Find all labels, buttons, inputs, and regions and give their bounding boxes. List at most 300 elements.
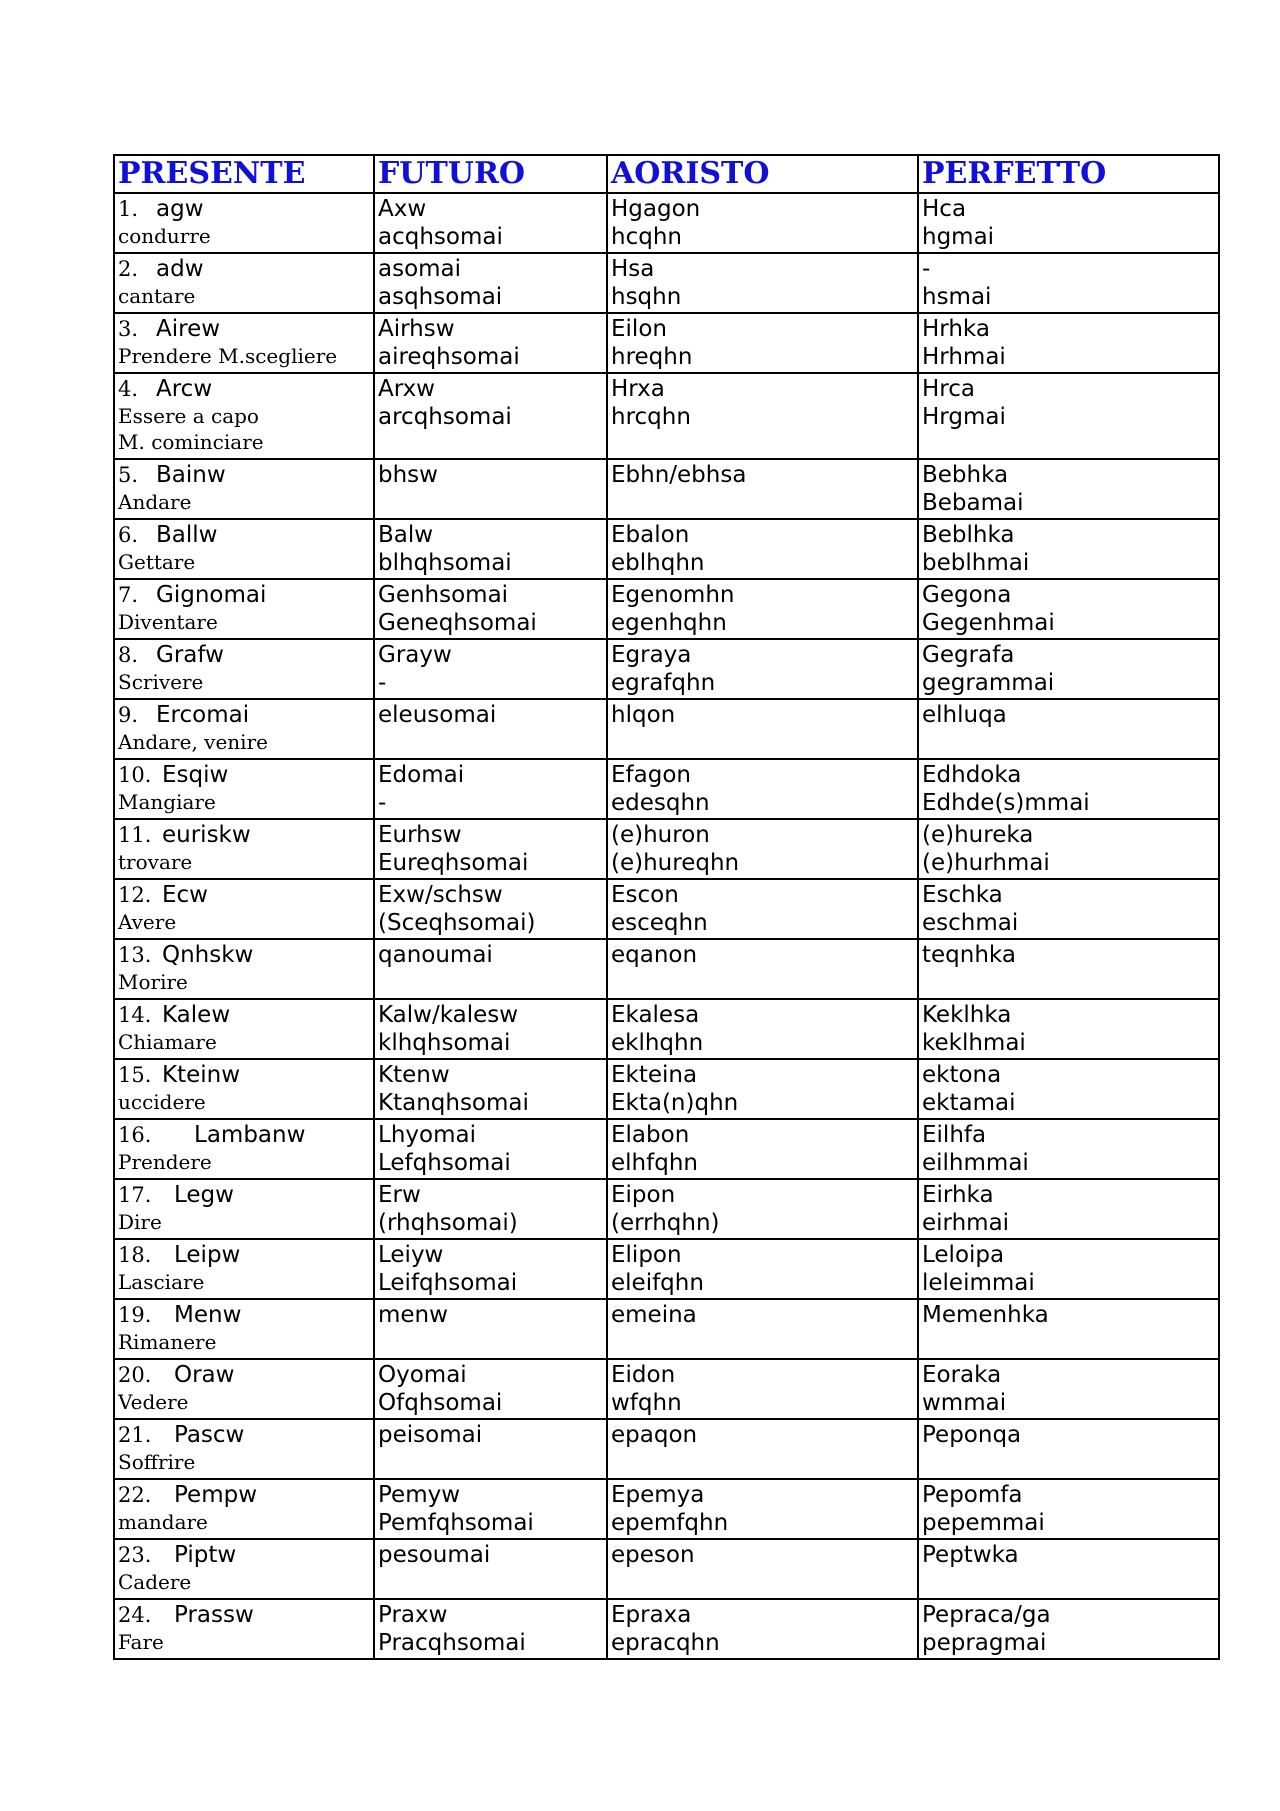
verb-presente: Kalew [162, 1002, 231, 1028]
aoristo-form: Eilon [611, 316, 667, 342]
futuro-form: Kalw/kalesw [378, 1002, 519, 1028]
futuro-cell [374, 1119, 607, 1179]
perfetto-form: Hrhmai [922, 344, 1006, 370]
futuro-form: Oyomai [378, 1362, 467, 1388]
verb-meaning: Prendere M.scegliere [118, 344, 338, 368]
aoristo-form: Ekta(n)qhn [611, 1090, 739, 1116]
perfetto-form: pepragmai [922, 1630, 1047, 1656]
verb-meaning: Fare [118, 1630, 164, 1654]
aoristo-form: hcqhn [611, 224, 682, 250]
verb-meaning: condurre [118, 224, 211, 248]
aoristo-form: Ebalon [611, 522, 690, 548]
futuro-cell [374, 1059, 607, 1119]
aoristo-cell [607, 1119, 918, 1179]
perfetto-form: Hrhka [922, 316, 990, 342]
aoristo-cell [607, 639, 918, 699]
aoristo-form [611, 729, 914, 757]
perfetto-cell [918, 1539, 1219, 1599]
futuro-form: - [378, 670, 387, 696]
table-row [114, 999, 1219, 1059]
aoristo-cell [607, 819, 918, 879]
aoristo-cell [607, 1179, 918, 1239]
verb-meaning: Soffrire [118, 1450, 196, 1474]
presente-cell [114, 1359, 374, 1419]
presente-cell [114, 1299, 374, 1359]
perfetto-form: Memenhka [922, 1302, 1049, 1328]
perfetto-form: (e)hureka [922, 822, 1034, 848]
perfetto-form: Pepomfa [922, 1482, 1023, 1508]
futuro-form: Balw [378, 522, 434, 548]
futuro-form: Pracqhsomai [378, 1630, 526, 1656]
aoristo-form: Hgagon [611, 196, 701, 222]
verb-number: 3. [118, 317, 139, 341]
futuro-cell [374, 999, 607, 1059]
futuro-form: Leiyw [378, 1242, 444, 1268]
verb-meaning: Diventare [118, 610, 218, 634]
aoristo-form: Hsa [611, 256, 655, 282]
verb-meaning: Scrivere [118, 670, 204, 694]
table-row [114, 759, 1219, 819]
aoristo-form [611, 969, 914, 997]
verb-meaning: Chiamare [118, 1030, 217, 1054]
header-presente: PRESENTE [114, 155, 374, 193]
table-row [114, 373, 1219, 459]
perfetto-form: Keklhka [922, 1002, 1012, 1028]
futuro-form: Genhsomai [378, 582, 509, 608]
presente-cell [114, 373, 374, 459]
presente-cell [114, 579, 374, 639]
futuro-form: asqhsomai [378, 284, 503, 310]
perfetto-cell [918, 1119, 1219, 1179]
table-row [114, 579, 1219, 639]
table-row [114, 459, 1219, 519]
presente-cell [114, 999, 374, 1059]
futuro-cell [374, 313, 607, 373]
perfetto-cell [918, 1419, 1219, 1479]
futuro-form [378, 969, 603, 997]
aoristo-cell [607, 1239, 918, 1299]
aoristo-cell [607, 519, 918, 579]
verb-conjugation-table [113, 154, 1220, 1660]
futuro-cell [374, 819, 607, 879]
aoristo-form: hreqhn [611, 344, 693, 370]
aoristo-form: eqanon [611, 942, 698, 968]
aoristo-form: Elipon [611, 1242, 682, 1268]
verb-number: 9. [118, 703, 139, 727]
verb-presente: Bainw [156, 462, 226, 488]
verb-presente: Arcw [156, 376, 213, 402]
verb-number: 21. [118, 1423, 152, 1447]
futuro-cell [374, 579, 607, 639]
futuro-cell [374, 459, 607, 519]
perfetto-form: elhluqa [922, 702, 1007, 728]
futuro-form: Lefqhsomai [378, 1150, 511, 1176]
futuro-form: Exw/schsw [378, 882, 503, 908]
futuro-form: Pemfqhsomai [378, 1510, 534, 1536]
perfetto-cell [918, 459, 1219, 519]
presente-cell [114, 1539, 374, 1599]
verb-number: 20. [118, 1363, 152, 1387]
presente-cell [114, 1479, 374, 1539]
presente-cell [114, 639, 374, 699]
aoristo-cell [607, 313, 918, 373]
aoristo-form: wfqhn [611, 1390, 682, 1416]
verb-number: 10. [118, 763, 152, 787]
presente-cell [114, 759, 374, 819]
perfetto-form: - [922, 256, 931, 282]
verb-number: 2. [118, 257, 139, 281]
futuro-form: klhqhsomai [378, 1030, 511, 1056]
aoristo-form: Ekteina [611, 1062, 698, 1088]
perfetto-form: Beblhka [922, 522, 1015, 548]
table-row [114, 313, 1219, 373]
perfetto-form: Edhdoka [922, 762, 1022, 788]
futuro-form: peisomai [378, 1422, 483, 1448]
perfetto-cell [918, 819, 1219, 879]
perfetto-cell [918, 1299, 1219, 1359]
futuro-form: aireqhsomai [378, 344, 520, 370]
perfetto-cell [918, 879, 1219, 939]
aoristo-cell [607, 699, 918, 759]
futuro-form: (rhqhsomai) [378, 1210, 518, 1236]
perfetto-form: leleimmai [922, 1270, 1035, 1296]
verb-meaning: trovare [118, 850, 193, 874]
perfetto-form: Gegenhmai [922, 610, 1055, 636]
aoristo-form: Eipon [611, 1182, 676, 1208]
aoristo-form: Eidon [611, 1362, 676, 1388]
presente-cell [114, 1059, 374, 1119]
presente-cell [114, 1119, 374, 1179]
verb-number: 5. [118, 463, 139, 487]
table-row [114, 639, 1219, 699]
perfetto-form: gegrammai [922, 670, 1055, 696]
futuro-cell [374, 1299, 607, 1359]
futuro-form: arcqhsomai [378, 404, 512, 430]
aoristo-form: Elabon [611, 1122, 690, 1148]
futuro-form: bhsw [378, 462, 438, 488]
verb-number: 17. [118, 1183, 152, 1207]
futuro-form: acqhsomai [378, 224, 503, 250]
perfetto-form: Eoraka [922, 1362, 1002, 1388]
futuro-form [378, 729, 603, 757]
futuro-cell [374, 1419, 607, 1479]
verb-presente: Oraw [174, 1362, 235, 1388]
table-row [114, 1359, 1219, 1419]
aoristo-form: Epraxa [611, 1602, 692, 1628]
perfetto-form: Eilhfa [922, 1122, 987, 1148]
verb-presente: Pempw [174, 1482, 258, 1508]
perfetto-cell [918, 639, 1219, 699]
perfetto-cell [918, 1239, 1219, 1299]
verb-meaning: cantare [118, 284, 196, 308]
table-row [114, 939, 1219, 999]
futuro-cell [374, 373, 607, 459]
table-row [114, 1299, 1219, 1359]
aoristo-form: eleifqhn [611, 1270, 704, 1296]
aoristo-cell [607, 879, 918, 939]
verb-presente: euriskw [162, 822, 251, 848]
aoristo-form: epaqon [611, 1422, 698, 1448]
aoristo-cell [607, 1479, 918, 1539]
perfetto-form: eschmai [922, 910, 1019, 936]
futuro-form: Edomai [378, 762, 465, 788]
futuro-cell [374, 879, 607, 939]
aoristo-form: eklhqhn [611, 1030, 704, 1056]
futuro-form: Axw [378, 196, 427, 222]
futuro-form: blhqhsomai [378, 550, 512, 576]
perfetto-cell [918, 1599, 1219, 1659]
perfetto-form: hgmai [922, 224, 995, 250]
aoristo-form: hsqhn [611, 284, 682, 310]
futuro-cell [374, 193, 607, 253]
perfetto-cell [918, 699, 1219, 759]
perfetto-form: Peponqa [922, 1422, 1022, 1448]
aoristo-form: Egraya [611, 642, 692, 668]
aoristo-cell [607, 193, 918, 253]
verb-presente: Legw [174, 1182, 234, 1208]
futuro-cell [374, 759, 607, 819]
aoristo-form: (e)huron [611, 822, 710, 848]
perfetto-form: teqnhka [922, 942, 1016, 968]
verb-presente: Lambanw [194, 1122, 306, 1148]
perfetto-form: Eschka [922, 882, 1003, 908]
aoristo-cell [607, 1059, 918, 1119]
presente-cell [114, 879, 374, 939]
verb-number: 4. [118, 377, 139, 401]
futuro-form: asomai [378, 256, 462, 282]
presente-cell [114, 519, 374, 579]
perfetto-form [922, 1449, 1215, 1477]
perfetto-form: ektamai [922, 1090, 1016, 1116]
perfetto-cell [918, 1179, 1219, 1239]
aoristo-form: egrafqhn [611, 670, 716, 696]
table-row [114, 1479, 1219, 1539]
futuro-form: Praxw [378, 1602, 448, 1628]
futuro-cell [374, 253, 607, 313]
table-row [114, 1239, 1219, 1299]
table-row [114, 879, 1219, 939]
verb-meaning: uccidere [118, 1090, 206, 1114]
verb-number: 12. [118, 883, 152, 907]
futuro-form: Geneqhsomai [378, 610, 537, 636]
verb-meaning: Avere [118, 910, 177, 934]
futuro-form: Ofqhsomai [378, 1390, 503, 1416]
futuro-form: Leifqhsomai [378, 1270, 518, 1296]
futuro-cell [374, 1359, 607, 1419]
aoristo-form: Epemya [611, 1482, 705, 1508]
perfetto-form: hsmai [922, 284, 992, 310]
futuro-form: eleusomai [378, 702, 497, 728]
futuro-cell [374, 519, 607, 579]
presente-cell [114, 699, 374, 759]
futuro-form: Ktenw [378, 1062, 450, 1088]
aoristo-cell [607, 459, 918, 519]
table-row [114, 519, 1219, 579]
perfetto-form: Leloipa [922, 1242, 1005, 1268]
header-aoristo: AORISTO [607, 155, 918, 193]
table-row [114, 819, 1219, 879]
verb-meaning: Morire [118, 970, 188, 994]
verb-presente: Esqiw [162, 762, 229, 788]
verb-meaning: Cadere [118, 1570, 192, 1594]
aoristo-form: (e)hureqhn [611, 850, 740, 876]
table-row [114, 1599, 1219, 1659]
verb-presente: Qnhskw [162, 942, 254, 968]
verb-meaning: mandare [118, 1510, 208, 1534]
presente-cell [114, 939, 374, 999]
verb-number: 13. [118, 943, 152, 967]
perfetto-cell [918, 313, 1219, 373]
perfetto-form: eirhmai [922, 1210, 1010, 1236]
table-row [114, 1539, 1219, 1599]
aoristo-form: Egenomhn [611, 582, 735, 608]
perfetto-cell [918, 253, 1219, 313]
aoristo-form: elhfqhn [611, 1150, 698, 1176]
futuro-cell [374, 939, 607, 999]
aoristo-cell [607, 1539, 918, 1599]
perfetto-form: Hrca [922, 376, 975, 402]
futuro-form: Ktanqhsomai [378, 1090, 529, 1116]
futuro-form: Arxw [378, 376, 435, 402]
table-row [114, 1059, 1219, 1119]
table-body [114, 193, 1219, 1659]
futuro-form: Erw [378, 1182, 421, 1208]
presente-cell [114, 819, 374, 879]
verb-number: 16. [118, 1123, 152, 1147]
perfetto-form: Gegona [922, 582, 1012, 608]
futuro-cell [374, 639, 607, 699]
verb-presente: Kteinw [162, 1062, 241, 1088]
verb-presente: Ballw [156, 522, 218, 548]
aoristo-cell [607, 1599, 918, 1659]
aoristo-form: epeson [611, 1542, 695, 1568]
futuro-form: Eurhsw [378, 822, 462, 848]
futuro-cell [374, 1239, 607, 1299]
presente-cell [114, 1179, 374, 1239]
verb-number: 11. [118, 823, 152, 847]
aoristo-form: edesqhn [611, 790, 710, 816]
aoristo-form: hlqon [611, 702, 676, 728]
aoristo-form [611, 1449, 914, 1477]
table-row [114, 1419, 1219, 1479]
verb-number: 1. [118, 197, 139, 221]
futuro-form [378, 1449, 603, 1477]
perfetto-form: keklhmai [922, 1030, 1026, 1056]
verb-meaning: Rimanere [118, 1330, 217, 1354]
perfetto-cell [918, 1359, 1219, 1419]
perfetto-form: ektona [922, 1062, 1002, 1088]
table-row [114, 253, 1219, 313]
header-perfetto: PERFETTO [918, 155, 1219, 193]
verb-presente: Menw [174, 1302, 242, 1328]
aoristo-form: Ebhn/ebhsa [611, 462, 747, 488]
aoristo-form: eblhqhn [611, 550, 705, 576]
perfetto-form: Gegrafa [922, 642, 1015, 668]
perfetto-form [922, 1569, 1215, 1597]
aoristo-form [611, 1329, 914, 1357]
futuro-cell [374, 1539, 607, 1599]
presente-cell [114, 1419, 374, 1479]
aoristo-cell [607, 759, 918, 819]
futuro-form: - [378, 790, 387, 816]
verb-number: 15. [118, 1063, 152, 1087]
presente-cell [114, 1599, 374, 1659]
verb-presente: adw [156, 256, 204, 282]
verb-presente: Gignomai [156, 582, 267, 608]
perfetto-form: Peptwka [922, 1542, 1019, 1568]
futuro-form: (Sceqhsomai) [378, 910, 536, 936]
perfetto-form: eilhmmai [922, 1150, 1029, 1176]
table-row [114, 1179, 1219, 1239]
verb-number: 8. [118, 643, 139, 667]
perfetto-cell [918, 939, 1219, 999]
verb-presente: Grafw [156, 642, 224, 668]
perfetto-form: wmmai [922, 1390, 1007, 1416]
perfetto-form: Bebamai [922, 490, 1024, 516]
futuro-form: Grayw [378, 642, 452, 668]
verb-presente: Prassw [174, 1602, 254, 1628]
perfetto-form: Eirhka [922, 1182, 994, 1208]
perfetto-form: (e)hurhmai [922, 850, 1050, 876]
verb-meaning: Dire [118, 1210, 162, 1234]
perfetto-cell [918, 759, 1219, 819]
verb-number: 6. [118, 523, 139, 547]
verb-number: 18. [118, 1243, 152, 1267]
verb-meaning: Lasciare [118, 1270, 205, 1294]
presente-cell [114, 253, 374, 313]
perfetto-cell [918, 193, 1219, 253]
futuro-form: Airhsw [378, 316, 455, 342]
perfetto-form: Pepraca/ga [922, 1602, 1051, 1628]
verb-number: 14. [118, 1003, 152, 1027]
aoristo-form: egenhqhn [611, 610, 727, 636]
aoristo-form: Escon [611, 882, 679, 908]
futuro-form [378, 489, 603, 517]
verb-presente: Pascw [174, 1422, 245, 1448]
verb-meaning: Vedere [118, 1390, 189, 1414]
futuro-form [378, 1569, 603, 1597]
perfetto-form: Hrgmai [922, 404, 1006, 430]
aoristo-form [611, 489, 914, 517]
aoristo-cell [607, 999, 918, 1059]
table-row [114, 1119, 1219, 1179]
aoristo-cell [607, 1299, 918, 1359]
aoristo-cell [607, 373, 918, 459]
verb-presente: Leipw [174, 1242, 241, 1268]
futuro-form [378, 1329, 603, 1357]
verb-presente: Ercomai [156, 702, 250, 728]
perfetto-cell [918, 999, 1219, 1059]
aoristo-cell [607, 579, 918, 639]
aoristo-form: epemfqhn [611, 1510, 729, 1536]
aoristo-cell [607, 1359, 918, 1419]
aoristo-form: (errhqhn) [611, 1210, 720, 1236]
perfetto-form [922, 729, 1215, 757]
aoristo-form: epracqhn [611, 1630, 720, 1656]
perfetto-form: Edhde(s)mmai [922, 790, 1090, 816]
futuro-form: qanoumai [378, 942, 493, 968]
aoristo-form: Hrxa [611, 376, 665, 402]
futuro-form: Eureqhsomai [378, 850, 529, 876]
verb-meaning: Andare [118, 490, 192, 514]
aoristo-form [611, 1569, 914, 1597]
aoristo-cell [607, 253, 918, 313]
perfetto-cell [918, 579, 1219, 639]
verb-presente: Ecw [162, 882, 208, 908]
perfetto-form [922, 1329, 1215, 1357]
presente-cell [114, 313, 374, 373]
presente-cell [114, 1239, 374, 1299]
